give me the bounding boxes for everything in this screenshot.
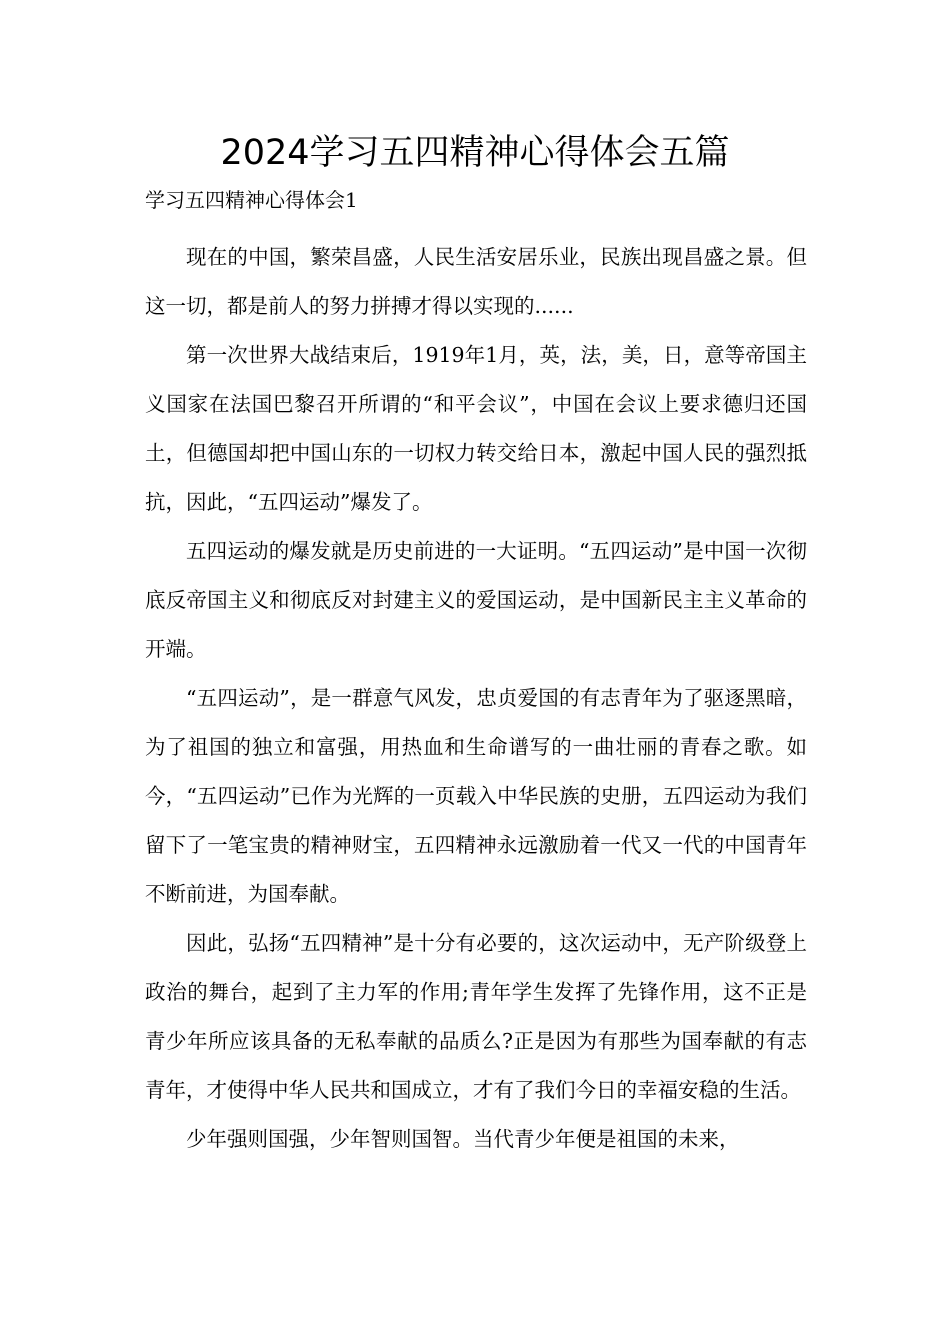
paragraph-6: 少年强则国强，少年智则国智。当代青少年便是祖国的未来， bbox=[186, 1127, 740, 1151]
paragraph-4: “五四运动”，是一群意气风发，忠贞爱国的有志青年为了驱逐黑暗，为了祖国的独立和富强，用热血和生命谱写的一曲壮丽的青春之歌。如今，“五四运动”已作为光辉的一页载入中华民族的史册，五四运动为我们留下了一笔宝贵的精神财宝，五四精神永远激励着一代又一代的中国青年不断前进，为国奉献。 bbox=[145, 686, 807, 906]
document-title: 2024学习五四精神心得体会五篇 bbox=[220, 133, 730, 173]
document-body bbox=[145, 233, 807, 1164]
section-heading: 学习五四精神心得体会1 bbox=[145, 188, 358, 212]
paragraph-5: 因此，弘扬“五四精神”是十分有必要的，这次运动中，无产阶级登上政治的舞台，起到了主力军的作用;青年学生发挥了先锋作用，这不正是青少年所应该具备的无私奉献的品质么?正是因为有那些为国奉献的有志青年，才使得中华人民共和国成立，才有了我们今日的幸福安稳的生活。 bbox=[145, 931, 807, 1102]
paragraph-1: 现在的中国，繁荣昌盛，人民生活安居乐业，民族出现昌盛之景。但这一切，都是前人的努力拼搏才得以实现的...... bbox=[145, 245, 807, 318]
paragraph-3: 五四运动的爆发就是历史前进的一大证明。“五四运动”是中国一次彻底反帝国主义和彻底反对封建主义的爱国运动，是中国新民主主义革命的开端。 bbox=[145, 539, 807, 661]
paragraph-2: 第一次世界大战结束后，1919年1月，英，法，美，日，意等帝国主义国家在法国巴黎召开所谓的“和平会议”，中国在会议上要求德归还国土，但德国却把中国山东的一切权力转交给日本，激起中国人民的强烈抵抗，因此，“五四运动”爆发了。 bbox=[145, 343, 807, 514]
